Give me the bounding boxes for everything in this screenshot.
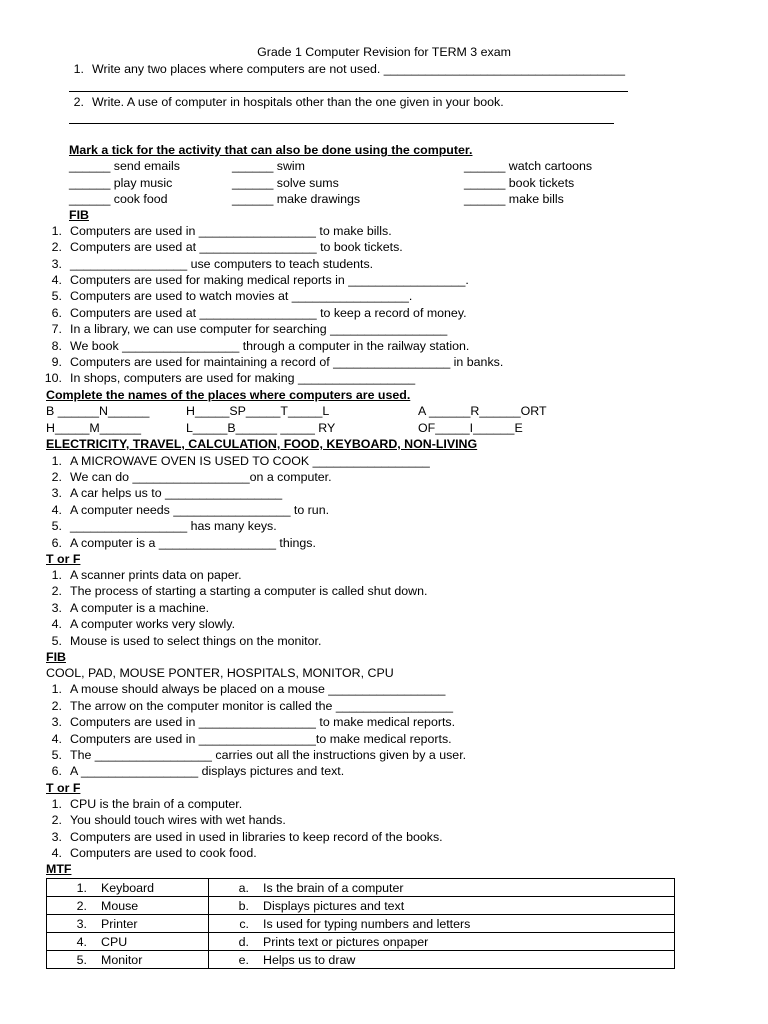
true-false-heading: T or F (46, 781, 81, 795)
match-row (47, 933, 675, 951)
place-puzzle: H_____SP_____T_____L (186, 404, 330, 418)
true-false-item: 3. A computer is a machine. (51, 601, 210, 615)
fib-item: 2. The arrow on the computer monitor is called the _________________ (51, 699, 453, 713)
places-heading: Complete the names of the places where computers are used. (46, 388, 411, 402)
true-false-item: 1. CPU is the brain of a computer. (51, 797, 243, 811)
tick-item: ______ send emails (69, 159, 180, 173)
word-bank-heading: ELECTRICITY, TRAVEL, CALCULATION, FOOD, KEYBOARD, NON-LIVING (46, 437, 478, 451)
tick-item: ______ swim (232, 159, 306, 173)
fib-item: 7. In a library, we can use computer for searching _________________ (51, 322, 448, 336)
place-puzzle: B ______N______ (46, 404, 150, 418)
answer-line (69, 91, 628, 92)
fib-item: 1. A mouse should always be placed on a mouse _________________ (51, 682, 446, 696)
place-puzzle: L_____B______ _____ RY (186, 421, 336, 435)
tick-item: ______ make drawings (232, 192, 361, 206)
place-puzzle: H_____M______ (46, 421, 142, 435)
tick-item: ______ cook food (69, 192, 168, 206)
match-heading: MTF (46, 862, 72, 876)
match-left-cell: 5. Monitor (47, 951, 209, 969)
true-false-item: 4. Computers are used to cook food. (51, 846, 257, 860)
fib-item: 5. The _________________ carries out all the instructions given by a user. (51, 748, 467, 762)
fib-word-bank: COOL, PAD, MOUSE PONTER, HOSPITALS, MONITOR, CPU (46, 666, 394, 680)
true-false-item: 4. A computer works very slowly. (51, 617, 236, 631)
fib-item: 10. In shops, computers are used for making _________________ (44, 371, 416, 385)
fib-item: 4. Computers are used for making medical reports in _________________. (51, 273, 469, 287)
tick-item: ______ book tickets (464, 176, 575, 190)
word-fib-item: 3. A car helps us to _________________ (51, 486, 283, 500)
match-left-cell: 2. Mouse (47, 897, 209, 915)
true-false-item: 3. Computers are used in used in libraries to keep record of the books. (51, 830, 443, 844)
word-fib-item: 5. _________________ has many keys. (51, 519, 277, 533)
match-row (47, 879, 675, 897)
fib-item: 4. Computers are used in _________________to make medical reports. (51, 732, 452, 746)
true-false-item: 1. A scanner prints data on paper. (51, 568, 242, 582)
place-puzzle: OF_____I______E (418, 421, 523, 435)
short-question-2: 2. Write. A use of computer in hospitals other than the one given in your book. (73, 95, 504, 109)
worksheet-title: Grade 1 Computer Revision for TERM 3 exam (257, 45, 511, 59)
match-right-cell: a. Is the brain of a computer (209, 879, 675, 897)
word-fib-item: 2. We can do _________________on a computer. (51, 470, 332, 484)
place-puzzle: A ______R______ORT (418, 404, 547, 418)
tick-item: ______ solve sums (232, 176, 339, 190)
fib-item: 2. Computers are used at _________________ to book tickets. (51, 240, 403, 254)
tick-heading: Mark a tick for the activity that can also be done using the computer. (69, 143, 473, 157)
short-question-1: 1. Write any two places where computers are not used. ___________________________________ (73, 62, 625, 76)
fib-item: 3. Computers are used in _________________ to make medical reports. (51, 715, 456, 729)
match-right-cell: b. Displays pictures and text (209, 897, 675, 915)
fib-item: 9. Computers are used for maintaining a record of _________________ in banks. (51, 355, 504, 369)
match-right-cell: e. Helps us to draw (209, 951, 675, 969)
fib-item: 3. _________________ use computers to teach students. (51, 257, 374, 271)
fib-heading: FIB (69, 208, 89, 222)
fib-item: 6. A _________________ displays pictures and text. (51, 764, 345, 778)
match-left-cell: 4. CPU (47, 933, 209, 951)
fib-heading: FIB (46, 650, 66, 664)
tick-item: ______ watch cartoons (464, 159, 593, 173)
match-left-cell: 1. Keyboard (47, 879, 209, 897)
tick-item: ______ play music (69, 176, 173, 190)
word-fib-item: 4. A computer needs _________________ to run. (51, 503, 330, 517)
match-right-cell: d. Prints text or pictures onpaper (209, 933, 675, 951)
fib-item: 6. Computers are used at _________________ to keep a record of money. (51, 306, 467, 320)
match-right-cell: c. Is used for typing numbers and letters (209, 915, 675, 933)
fib-item: 8. We book _________________ through a computer in the railway station. (51, 339, 470, 353)
true-false-item: 5. Mouse is used to select things on the monitor. (51, 634, 322, 648)
match-left-cell: 3. Printer (47, 915, 209, 933)
fib-item: 5. Computers are used to watch movies at _________________. (51, 289, 413, 303)
match-row (47, 915, 675, 933)
fib-item: 1. Computers are used in _________________ to make bills. (51, 224, 392, 238)
true-false-item: 2. You should touch wires with wet hands. (51, 813, 286, 827)
word-fib-item: 1. A MICROWAVE OVEN IS USED TO COOK _________________ (51, 454, 430, 468)
match-row (47, 951, 675, 969)
tick-item: ______ make bills (464, 192, 564, 206)
true-false-heading: T or F (46, 552, 81, 566)
true-false-item: 2. The process of starting a starting a computer is called shut down. (51, 584, 428, 598)
answer-line (69, 123, 614, 124)
word-fib-item: 6. A computer is a _________________ things. (51, 536, 316, 550)
match-table (46, 878, 675, 969)
match-row (47, 897, 675, 915)
